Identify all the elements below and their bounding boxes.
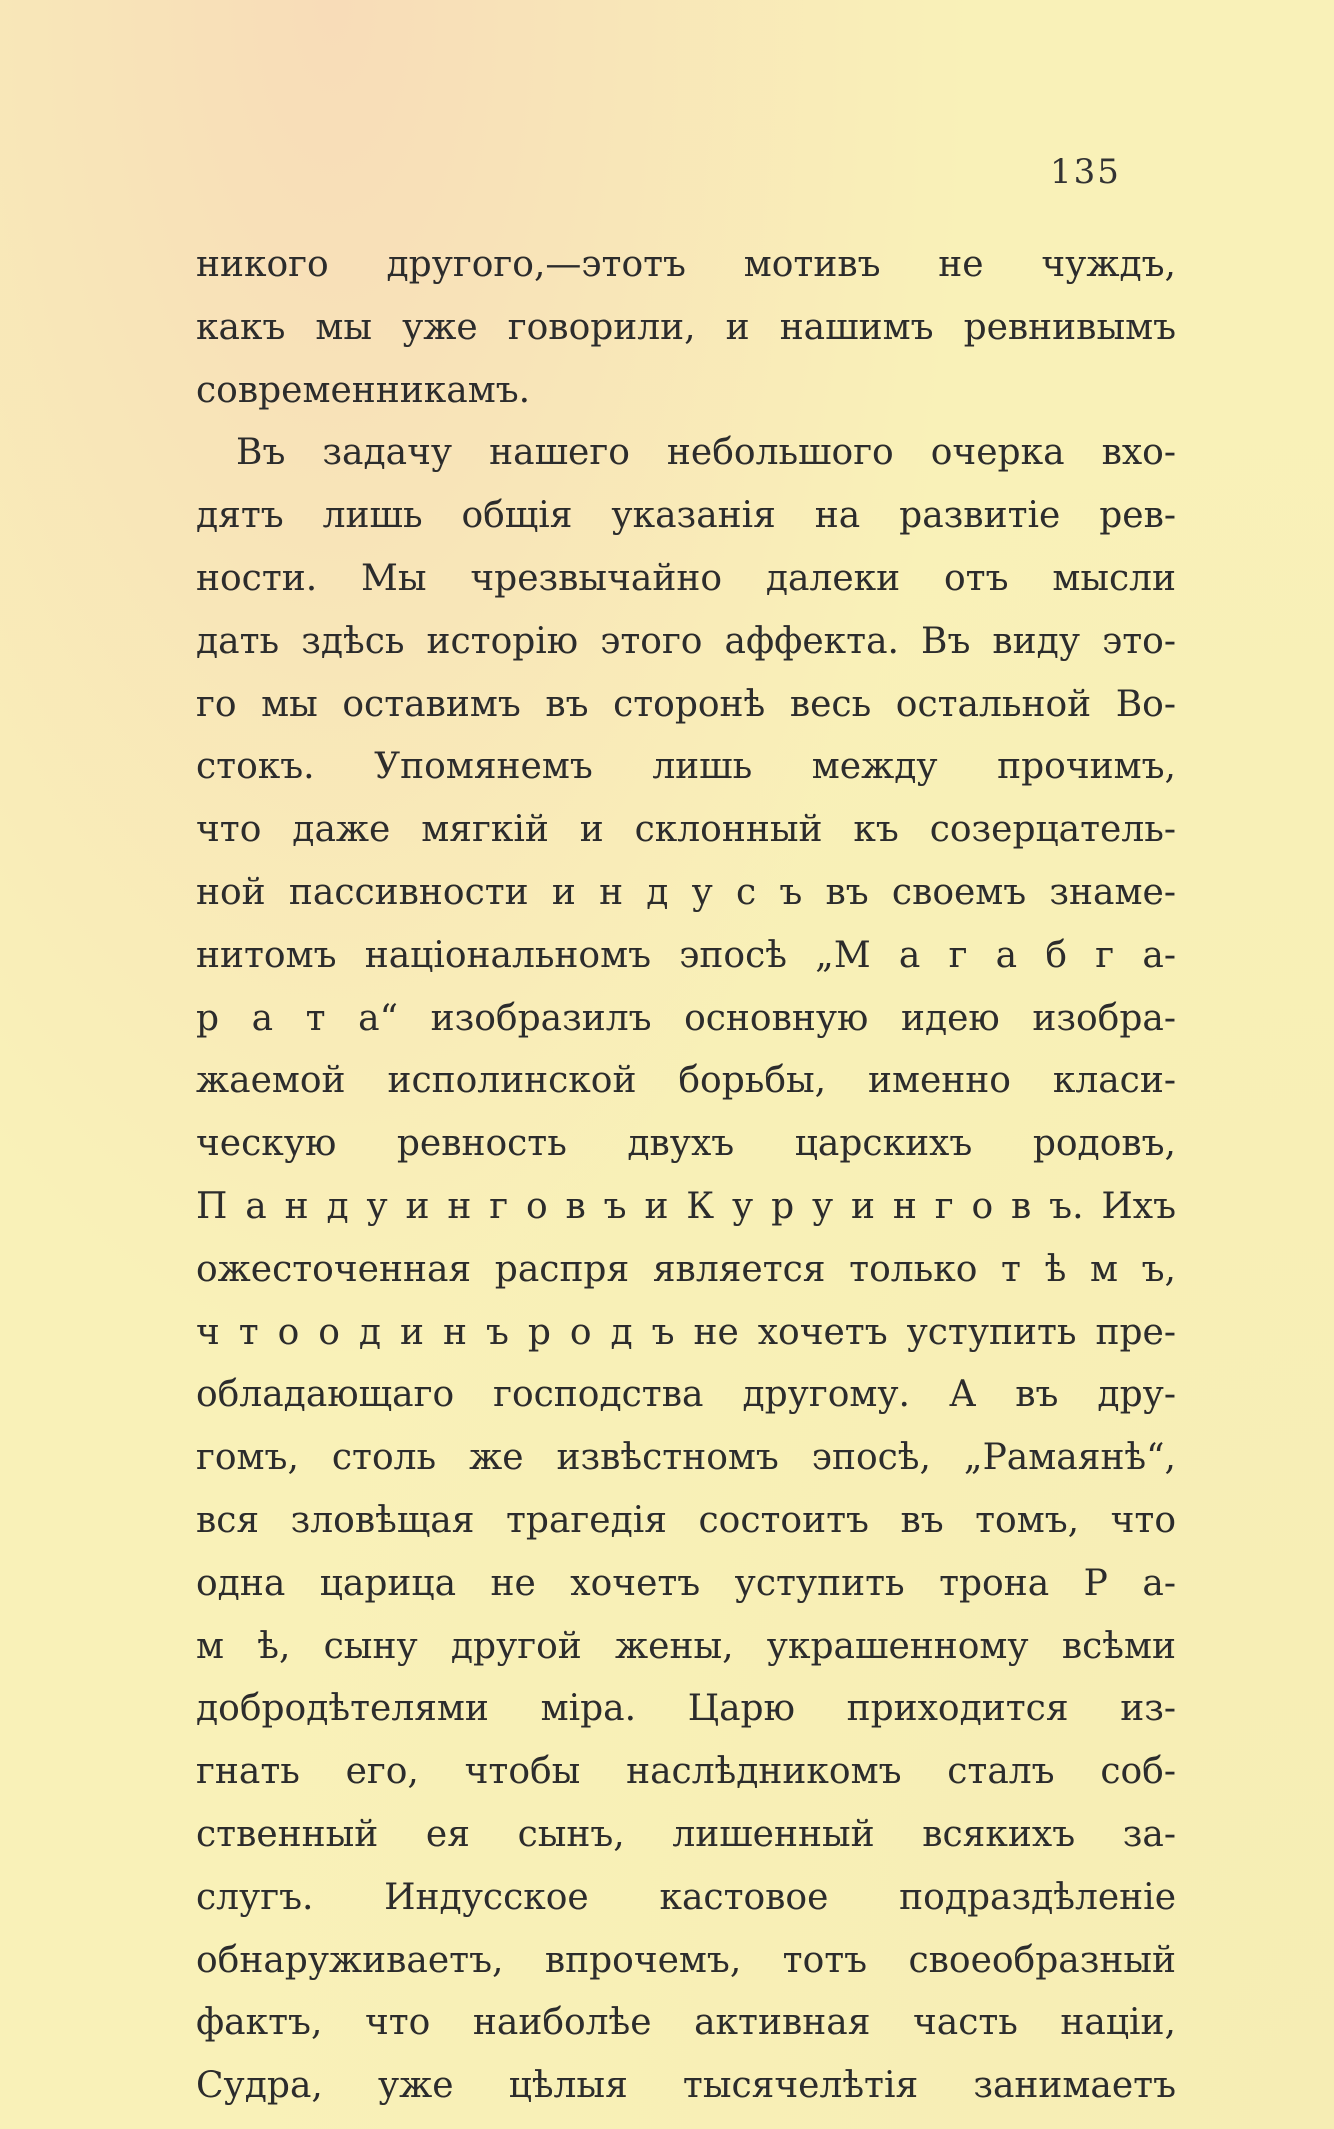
text-line: ственный ея сынъ, лишенный всякихъ за- <box>196 1813 1176 1855</box>
text-line: Въ задачу нашего небольшого очерка вхо- <box>236 432 1176 474</box>
text-line: м ѣ, сыну другой жены, украшенному всѣми <box>196 1625 1176 1667</box>
text-line: дятъ лишь общія указанія на развитіе рев- <box>196 495 1176 537</box>
text-line: П а н д у и н г о в ъ и К у р у и н г о в ъ. Ихъ <box>196 1185 1176 1227</box>
text-line: слугъ. Индусское кастовое подраздѣленіе <box>196 1876 1176 1918</box>
text-line: одна царица не хочетъ уступить трона Р а- <box>196 1562 1176 1604</box>
text-line: ной пассивности и н д у с ъ въ своемъ знаме- <box>196 871 1176 913</box>
text-line: стокъ. Упомянемъ лишь между прочимъ, <box>196 746 1176 788</box>
text-line: го мы оставимъ въ сторонѣ весь остальной Во- <box>196 683 1176 725</box>
text-line: ожесточенная распря является только т ѣ м ъ, <box>196 1248 1176 1290</box>
text-line: фактъ, что наиболѣе активная часть націи, <box>196 2002 1176 2044</box>
text-line: вся зловѣщая трагедія состоитъ въ томъ, что <box>196 1499 1176 1541</box>
text-line: р а т а“ изобразилъ основную идею изобра- <box>196 997 1176 1039</box>
text-line: Судра, уже цѣлыя тысячелѣтія занимаетъ <box>196 2065 1176 2107</box>
text-line: добродѣтелями міра. Царю приходится из- <box>196 1688 1176 1730</box>
text-line: жаемой исполинской борьбы, именно класи- <box>196 1060 1176 1102</box>
text-line: дать здѣсь исторію этого аффекта. Въ виду это- <box>196 620 1176 662</box>
text-line: гомъ, столь же извѣстномъ эпосѣ, „Рамаянѣ“, <box>196 1437 1176 1479</box>
text-line: обладающаго господства другому. А въ дру- <box>196 1374 1176 1416</box>
text-line: какъ мы уже говорили, и нашимъ ревнивымъ <box>196 306 1176 348</box>
text-line: ческую ревность двухъ царскихъ родовъ, <box>196 1123 1176 1165</box>
text-line: никого другого,—этотъ мотивъ не чуждъ, <box>196 244 1176 285</box>
text-line: современникамъ. <box>196 369 531 411</box>
text-line: ч т о о д и н ъ р о д ъ не хочетъ уступить пре- <box>196 1311 1176 1353</box>
page-number: 135 <box>1050 152 1121 192</box>
text-line: ности. Мы чрезвычайно далеки отъ мысли <box>196 557 1176 599</box>
body-text <box>196 234 1176 2118</box>
text-line: обнаруживаетъ, впрочемъ, тотъ своеобразный <box>196 1939 1176 1981</box>
text-line: что даже мягкій и склонный къ созерцатель- <box>196 809 1176 851</box>
text-line: нитомъ національномъ эпосѣ „М а г а б г а- <box>196 934 1176 976</box>
text-line: гнать его, чтобы наслѣдникомъ сталъ соб- <box>196 1751 1176 1793</box>
